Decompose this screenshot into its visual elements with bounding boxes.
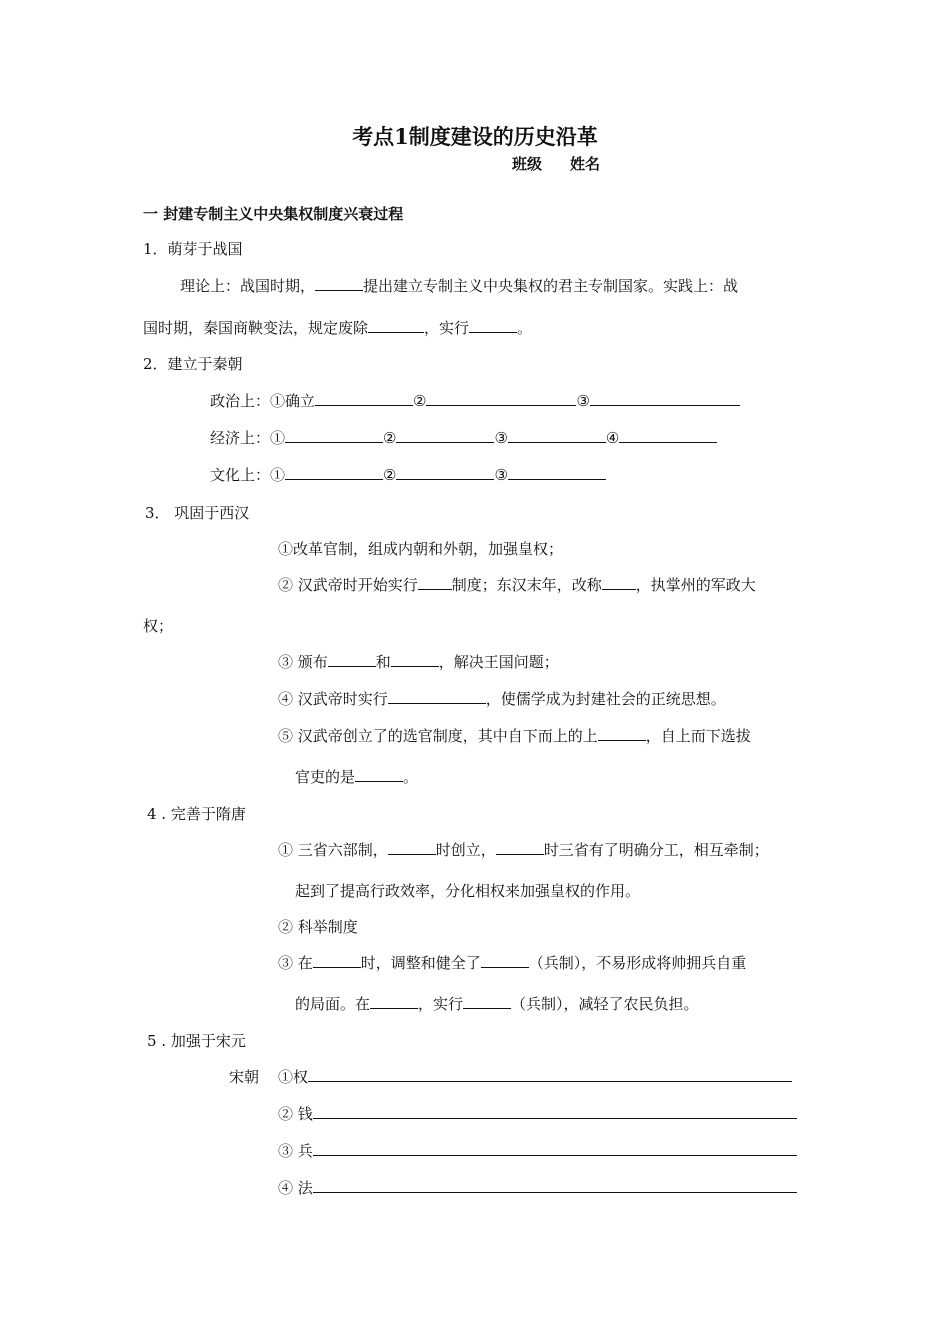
part3-item2-cont: 权；: [143, 617, 174, 635]
text: 时创立，: [435, 841, 496, 859]
blank: [396, 428, 494, 443]
part3-heading: 3． 巩固于西汉: [145, 504, 250, 522]
blank: [313, 1104, 797, 1119]
blank: [396, 465, 494, 480]
name-label: 姓名: [570, 155, 601, 173]
text: ③: [494, 429, 508, 447]
part3-item3: [278, 652, 559, 672]
text: 。: [517, 319, 533, 337]
text: 文化上：①: [210, 466, 286, 484]
part5-item4: [278, 1178, 797, 1198]
blank: [313, 1178, 797, 1193]
text: 时，调整和健全了: [360, 954, 481, 972]
class-label: 班级: [512, 155, 543, 173]
blank: [469, 318, 517, 333]
text: ④ 汉武帝时实行: [278, 690, 388, 708]
text: 时三省有了明确分工，相互牵制；: [543, 841, 769, 859]
blank: [598, 726, 646, 741]
text: ③ 颁布: [278, 653, 328, 671]
part3-item5: [278, 726, 751, 746]
text: ，执掌州的军政大: [635, 576, 756, 594]
text: ③ 在: [278, 954, 313, 972]
blank: [315, 276, 363, 291]
text: 和: [375, 653, 391, 671]
culture-line: [210, 465, 606, 485]
part5-item1: [278, 1067, 792, 1087]
text: ⑤ 汉武帝创立了的选官制度，其中自下而上的上: [278, 727, 598, 745]
text: ②: [383, 429, 397, 447]
blank: [388, 840, 436, 855]
part4-item3: [278, 953, 746, 973]
song-dynasty-label: 宋朝: [229, 1068, 260, 1086]
text: ③ 兵: [278, 1142, 313, 1160]
text: 。: [403, 768, 419, 786]
blank: [313, 1141, 797, 1156]
blank: [418, 575, 452, 590]
blank: [308, 1067, 792, 1082]
part4-item3-cont: [295, 994, 699, 1014]
part5-heading: 5 . 加强于宋元: [147, 1032, 246, 1050]
text: ②: [383, 466, 397, 484]
text: ③: [576, 392, 590, 410]
blank: [602, 575, 636, 590]
part3-item1: ①改革官制，组成内朝和外朝，加强皇权；: [278, 540, 564, 558]
text: （兵制），减轻了农民负担。: [511, 995, 699, 1013]
part4-item1: [278, 840, 769, 860]
text: 的局面。在: [295, 995, 371, 1013]
part3-item4: [278, 689, 726, 709]
part1-line2: [143, 318, 532, 338]
blank: [388, 689, 486, 704]
blank: [328, 652, 376, 667]
blank: [370, 994, 418, 1009]
part4-heading: 4 . 完善于隋唐: [147, 805, 246, 823]
text: 官吏的是: [295, 768, 356, 786]
blank: [285, 428, 383, 443]
student-info: [512, 153, 600, 174]
part5-item2: [278, 1104, 797, 1124]
text: ②: [413, 392, 427, 410]
text: 国时期，秦国商鞅变法，规定废除: [143, 319, 369, 337]
part1-heading: 1．萌芽于战国: [143, 240, 243, 258]
part3-item5-cont: [295, 767, 418, 787]
text: 经济上：①: [210, 429, 286, 447]
economy-line: [210, 428, 717, 448]
text: ① 三省六部制，: [278, 841, 388, 859]
text: （兵制），不易形成将帅拥兵自重: [528, 954, 747, 972]
blank: [426, 391, 576, 406]
blank: [391, 652, 439, 667]
blank: [481, 953, 529, 968]
text: ④ 法: [278, 1179, 313, 1197]
text: ，解决王国问题；: [438, 653, 559, 671]
blank: [313, 953, 361, 968]
text: ③: [494, 466, 508, 484]
part3-item2: [278, 575, 756, 595]
blank: [463, 994, 511, 1009]
blank: [315, 391, 413, 406]
page-title: 考点1制度建设的历史沿革: [352, 124, 598, 149]
text: ，实行: [418, 995, 464, 1013]
politics-line: [210, 391, 740, 411]
blank: [619, 428, 717, 443]
blank: [496, 840, 544, 855]
blank: [508, 465, 606, 480]
part5-item3: [278, 1141, 797, 1161]
text: ，自上而下选拔: [645, 727, 751, 745]
text: ，使儒学成为封建社会的正统思想。: [485, 690, 726, 708]
blank: [508, 428, 606, 443]
blank: [285, 465, 383, 480]
blank: [368, 318, 424, 333]
part4-item2: ② 科举制度: [278, 918, 358, 936]
text: ② 汉武帝时开始实行: [278, 576, 418, 594]
blank: [355, 767, 403, 782]
text: ①权: [278, 1068, 309, 1086]
text: 理论上：战国时期，: [180, 277, 316, 295]
text: ② 钱: [278, 1105, 313, 1123]
part4-item1-cont: 起到了提高行政效率，分化相权来加强皇权的作用。: [295, 882, 641, 900]
text: ，实行: [424, 319, 470, 337]
text: 政治上：①确立: [210, 392, 316, 410]
part2-heading: 2．建立于秦朝: [143, 355, 243, 373]
section-heading: 一 封建专制主义中央集权制度兴衰过程: [143, 205, 404, 223]
blank: [590, 391, 740, 406]
part1-line1: [180, 276, 738, 296]
text: 制度；东汉末年，改称: [451, 576, 602, 594]
text: ④: [605, 429, 620, 447]
text: 提出建立专制主义中央集权的君主专制国家。实践上：战: [363, 277, 739, 295]
